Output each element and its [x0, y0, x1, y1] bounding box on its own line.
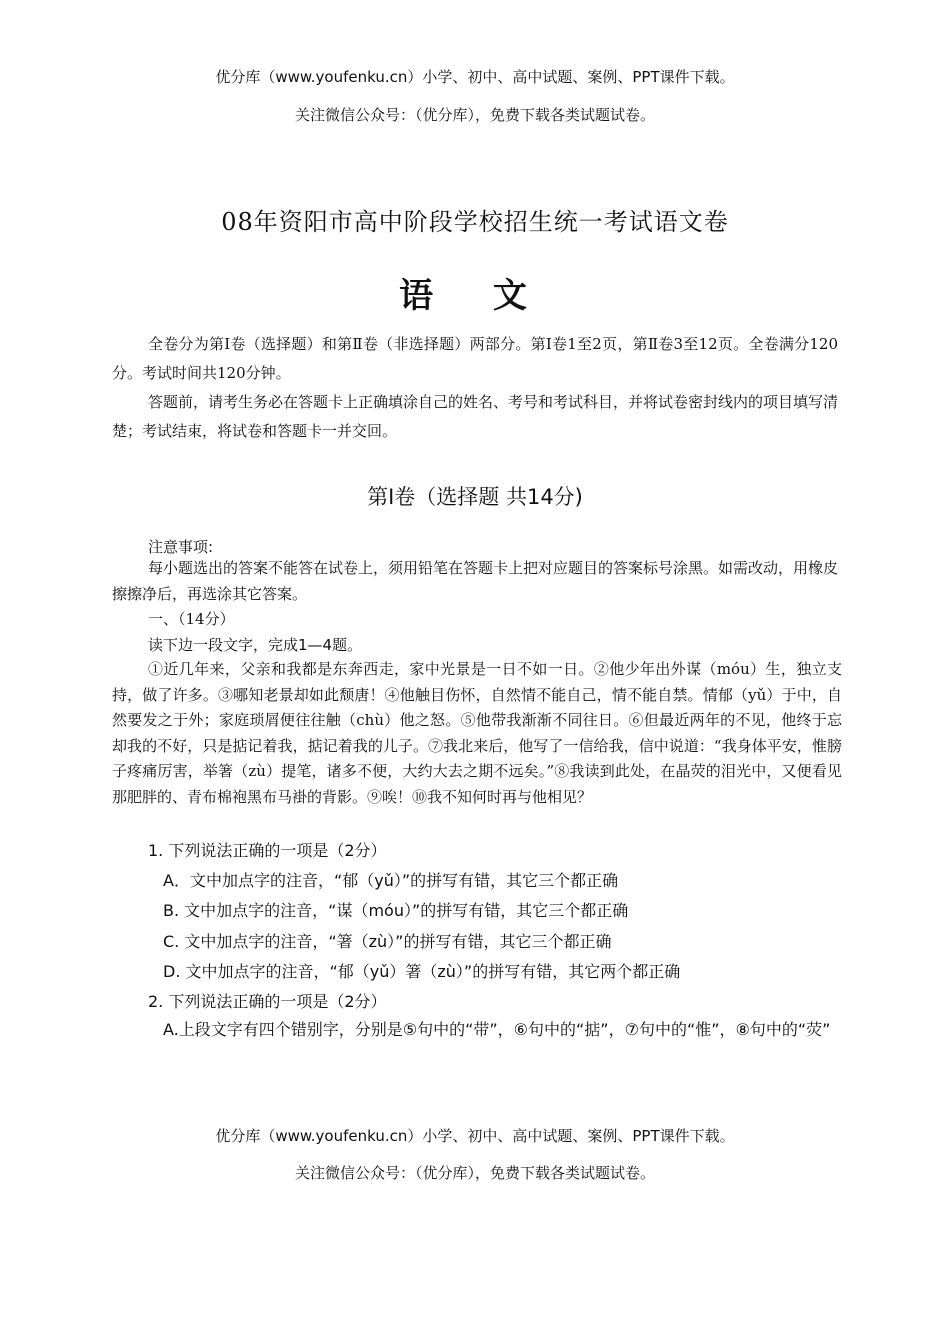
footer-line-1: 优分库（www.youfenku.cn）小学、初中、高中试题、案例、PPT课件下载。 — [215, 1127, 735, 1145]
footer-line-2: 关注微信公众号：（优分库），免费下载各类试题试卷。 — [294, 1164, 655, 1182]
part-label: 一、（14分） — [148, 610, 235, 628]
question-1-option-d: D. 文中加点字的注音，“郁（yǔ）箸（zù）”的拼写有错，其它两个都正确 — [163, 962, 681, 981]
header-line-1: 优分库（www.youfenku.cn）小学、初中、高中试题、案例、PPT课件下载。 — [215, 68, 735, 86]
notice-label: 注意事项: — [148, 538, 214, 556]
notice-text: 每小题选出的答案不能答在试卷上，须用铅笔在答题卡上把对应题目的答案标号涂黑。如需改动，用橡皮擦擦净后，再选涂其它答案。 — [112, 559, 839, 603]
question-1-option-a: A．文中加点字的注音，“郁（yǔ）”的拼写有错，其它三个都正确 — [163, 871, 619, 890]
question-1-stem: 1. 下列说法正确的一项是（2分） — [148, 841, 387, 860]
reading-instruction: 读下边一段文字，完成1—4题。 — [148, 636, 363, 654]
reading-passage: ①近几年来，父亲和我都是东奔西走，家中光景是一日不如一日。②他少年出外谋（móu）生，独立支持，做了许多。③哪知老景却如此颓唐！④他触目伤怀，自然情不能自己，情不能自禁。情郁（yǔ）于中，自然要发之于外；家庭琐屑便往往触（chù）他之怒。⑤他带我渐渐不同往日。⑥但最近两年的不见，他终于忘却我的不好，只是掂记着我，掂记着我的儿子。⑦我北来后，他写了一信给我，信中说道：“我身体平安，惟膀子疼痛厉害，举箸（zù）提笔，诸多不便，大约大去之期不远矣。”⑧我读到此处，在晶荧的泪光中，又便看见那肥胖的、青布棉袍黑布马褂的背影。⑨唉！⑩我不知何时再与他相见？ — [112, 660, 842, 806]
intro-paragraph-2: 答题前，请考生务必在答题卡上正确填涂自己的姓名、考号和考试科目，并将试卷密封线内的项目填写清楚；考试结束，将试卷和答题卡一并交回。 — [112, 393, 839, 440]
question-1-option-c: C. 文中加点字的注音，“箸（zù）”的拼写有错，其它三个都正确 — [163, 932, 612, 951]
intro-paragraph-1: 全卷分为第Ⅰ卷（选择题）和第Ⅱ卷（非选择题）两部分。第Ⅰ卷1至2页，第Ⅱ卷3至12页。全卷满分120分。考试时间共120分钟。 — [112, 335, 838, 382]
question-2-stem: 2. 下列说法正确的一项是（2分） — [148, 992, 387, 1011]
question-1-option-b: B. 文中加点字的注音，“谋（móu）”的拼写有错，其它三个都正确 — [163, 901, 629, 920]
exam-title: 08年资阳市高中阶段学校招生统一考试语文卷 — [221, 208, 729, 236]
question-2-option-a: A.上段文字有四个错别字，分别是⑤句中的“带”，⑥句中的“掂”，⑦句中的“惟”，⑧句中的“荧” — [163, 1020, 831, 1039]
subject-title: 语 文 — [399, 276, 551, 316]
section-heading: 第Ⅰ卷（选择题 共14分) — [367, 485, 583, 509]
header-line-2: 关注微信公众号：（优分库），免费下载各类试题试卷。 — [294, 106, 655, 124]
